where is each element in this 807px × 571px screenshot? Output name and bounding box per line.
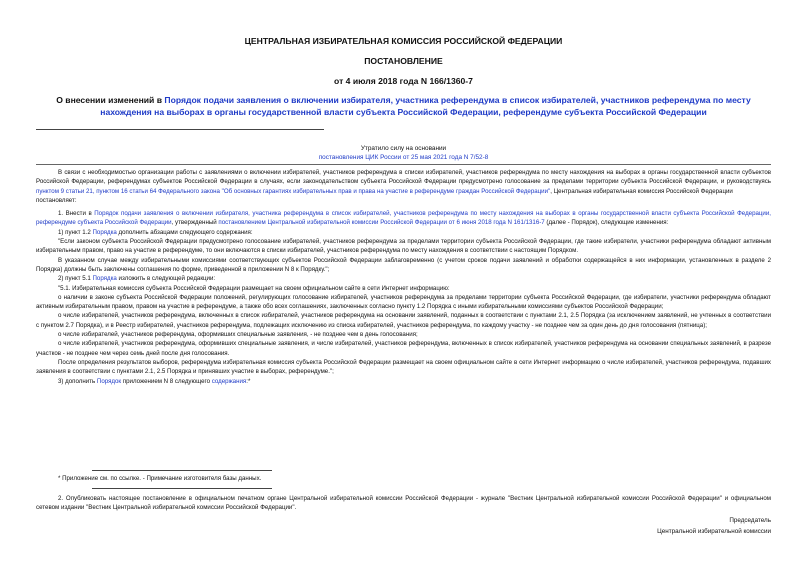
title-prefix: О внесении изменений в: [56, 95, 165, 105]
footnote-divider-bottom: [92, 488, 272, 489]
clause-5-1-b: о числе избирателей, участников референдума, включенных в список избирателей, участников референдума на основании заявлений, поданных в соответствии с пунктами 2.1, 2.5 Порядка (за исключением заявлений, не учтенных в соответствии с пунктом 2.7 Порядка), и в Реестр избирателей, участников референдума, подлежащих исключению из списка избирателей, участников референдума, по каждому участку - не позднее чем за один день до дня голосования (пятница);: [36, 312, 771, 329]
clause-5-1-a: о наличии в законе субъекта Российской Федерации положений, регулирующих голосование избирателей, участников референдума за пределами территории субъекта Российской Федерации, где избиратели, участники референдума обладают активным избирательным правом, правом на участие в референдуме, а также обо всех соглашениях, заключенных согласно пункту 1.2 Порядка с иными избирательными комиссиями субъектов Российской Федерации;: [36, 293, 771, 311]
item-1-text-end: (далее - Порядок), следующие изменения:: [544, 219, 669, 227]
subitem-1: [36, 228, 771, 237]
subitem-1-text: 1) пункт 1.2: [58, 228, 93, 236]
footnote-block: [36, 474, 771, 483]
item-1-text: 1. Внести в: [58, 210, 95, 218]
subitem-2-link[interactable]: Порядка: [92, 275, 117, 283]
clause-5-1-d: о числе избирателей, участников референдума, оформивших специальные заявления, и числе избирателей, участников референдума, включенных в список избирателей, участников референдума на основании специальных заявлений, в разрезе участков - не позднее чем через семь дней после дня голосования.: [36, 340, 771, 357]
quote-paragraph-2: В указанном случае между избирательными комиссиями соответствующих субъектов Российской Федерации заблаговременно (с учетом сроков подачи заявлений и обработки содержащейся в них информации, установленных в разделе 2 Порядка) должны быть заключены соглашения по форме, приведенной в приложении N 8 к Порядку.";: [36, 256, 771, 273]
subitem-3-link[interactable]: Порядок: [96, 377, 122, 385]
subitem-3-text-mid: приложением N 8 следующего: [121, 377, 212, 385]
resolution-link[interactable]: постановлением Центральной избирательной комиссии Российской Федерации от 6 июня 2018 года N 161/1316-7: [218, 219, 545, 227]
subitem-2-text: 2) пункт 5.1: [58, 275, 93, 283]
item-1-text-mid: , утвержденный: [171, 219, 219, 227]
item-2-block: [36, 494, 771, 513]
procedure-link[interactable]: Порядок подачи заявления о включении избирателя, участника референдума в список избирателей, участников референдума по месту нахождения на выборах в органы государственной власти субъекта Российской Федерации, референдуме субъекта Российской Федерации: [36, 210, 771, 227]
clause-5-1-e: После определения результатов выборов, референдума избирательная комиссия субъекта Российской Федерации размещает на своем официальном сайте в сети Интернет информацию о числе избирателей, участников референдума, подавших заявления в соответствии с пунктами 2.1, 2.5 Порядка и принявших участие в выборах, референдуме.";: [36, 358, 771, 376]
preamble-text: В связи с необходимостью организации работы с заявлениями о включении избирателей, участников референдума в списки избирателей, участников референдума по месту нахождения на выборах в органы государственной власти субъектов Российской Федерации, референдумах субъектов Российской Федерации в случаях, если законодательством субъекта Российской Федерации предусмотрено голосование за пределами территории субъекта Российской Федерации, и руководствуясь: [36, 169, 771, 186]
doc-date-number: от 4 июля 2018 года N 166/1360-7: [334, 76, 473, 86]
document-body: [36, 168, 771, 386]
lost-force-label: Утратило силу на основании: [360, 145, 447, 152]
title-procedure-link[interactable]: Порядок подачи заявления о включении избирателя, участника референдума в список избирателей, участников референдума по месту нахождения на выборах в органы государственной власти субъекта Российской Федерации, референдуме субъекта Российской Федерации: [100, 95, 751, 117]
clause-5-1-c: о числе избирателей, участников референдума, оформивших специальные заявления, - не позднее чем в день голосования;: [58, 331, 418, 339]
subitem-3-text: 3) дополнить: [58, 377, 97, 385]
footnote: * Приложение см. по ссылке. - Примечание изготовителя базы данных.: [58, 475, 262, 482]
clause-5-1: "5.1. Избирательная комиссия субъекта Российской Федерации размещает на своем официальном сайте в сети Интернет информацию:: [58, 284, 450, 292]
item-1-paragraph: [36, 209, 771, 228]
doc-type: ПОСТАНОВЛЕНИЕ: [364, 56, 443, 66]
subitem-3-text-end: :*: [246, 377, 251, 385]
subitem-3: [36, 377, 771, 386]
signature-block: [657, 516, 771, 537]
document-title: [56, 95, 751, 118]
quote-paragraph-1: "Если законом субъекта Российской Федерации предусмотрено голосование избирателей, участников референдума за пределами территории субъекта Российской Федерации, где такие избиратели, участники референдума обладают активным избирательным правом, право на участие в референдуме, то они включаются в списки избирателей, участников референдума по месту нахождения в соответствии с настоящим Порядком.: [36, 238, 771, 255]
signature-org: Центральной избирательной комиссии: [657, 527, 771, 535]
footnote-divider: [92, 470, 272, 471]
resolves-line: постановляет:: [36, 196, 77, 204]
subitem-1-link[interactable]: Порядка: [92, 228, 117, 236]
preamble-paragraph: [36, 168, 771, 196]
subitem-1-text-end: дополнить абзацами следующего содержания:: [116, 228, 253, 236]
subitem-2: [36, 274, 771, 283]
lost-force-link[interactable]: постановления ЦИК России от 25 мая 2021 года N 7/52-8: [318, 154, 489, 161]
preamble-text-end: , Центральная избирательная комиссия Российской Федерации: [550, 187, 733, 195]
signature-role: Председатель: [729, 517, 771, 524]
org-heading: ЦЕНТРАЛЬНАЯ ИЗБИРАТЕЛЬНАЯ КОМИССИЯ РОССИЙСКОЙ ФЕДЕРАЦИИ: [244, 36, 563, 46]
content-link[interactable]: содержания: [211, 377, 247, 385]
subitem-2-text-end: изложить в следующей редакции:: [116, 275, 216, 283]
item-2-paragraph: 2. Опубликовать настоящее постановление в официальном печатном органе Центральной избирательной комиссии Российской Федерации - журнале "Вестник Центральной избирательной комиссии Российской Федерации" и официальном сетевом издании "Вестник Центральной избирательной комиссии Российской Федерации".: [36, 495, 771, 512]
title-divider: [36, 129, 324, 130]
federal-law-link[interactable]: пунктом 9 статьи 21, пунктом 16 статьи 64 Федерального закона "Об основных гарантиях избирательных прав и права на участие в референдуме граждан Российской Федерации": [36, 187, 551, 195]
status-divider: [36, 164, 771, 165]
lost-force-note: [36, 144, 771, 162]
